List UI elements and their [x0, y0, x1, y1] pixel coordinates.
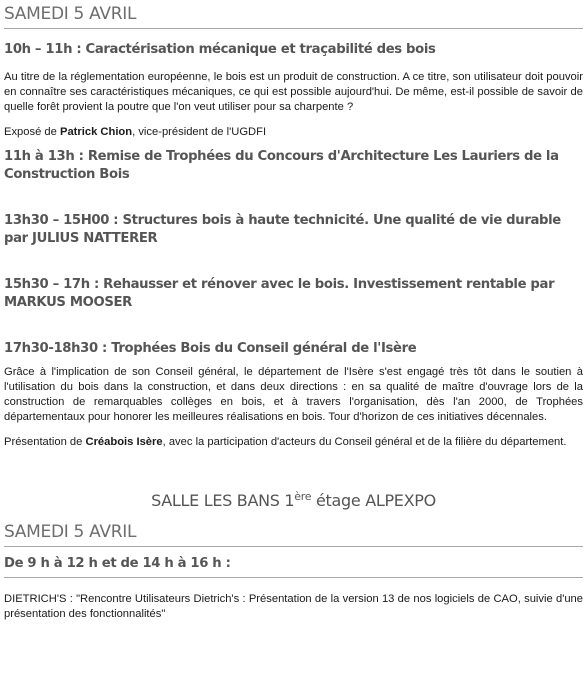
- session-description-isere: Grâce à l'implication de son Conseil général, le département de l'Isère s'est engagé très tôt dans le soutien à l'utilisation du bois dans la construction, et dans deux directions : en sa qualité de maître d'ouvrage lors de la construction de remarquables collèges en bois, et à travers l'organisation, dès l'an 2000, de Trophées départementaux pour honorer les meilleures réalisations en bois. Tour d'horizon de ces initiatives décennales.: [4, 366, 583, 423]
- dietrichs-description: DIETRICH'S : "Rencontre Utilisateurs Dietrich's : Présentation de la version 13 de nos logiciels de CAO, suivie d'une présentation des fonctionnalités": [4, 593, 583, 620]
- day-header: SAMEDI 5 AVRIL: [4, 0, 583, 29]
- time-slot-header: De 9 h à 12 h et de 14 h à 16 h :: [4, 555, 583, 578]
- hall-title-floor: étage ALPEXPO: [311, 491, 436, 510]
- speaker-suffix: , vice-président de l'UGDFI: [132, 126, 267, 138]
- session-title-mechanical: 10h – 11h : Caractérisation mécanique et traçabilité des bois: [4, 42, 436, 57]
- hall-title: [4, 486, 583, 512]
- program-page: [4, 0, 583, 622]
- day-header-2: SAMEDI 5 AVRIL: [4, 518, 583, 547]
- session-title-mooser: 15h30 – 17h : Rehausser et rénover avec le bois. Investissement rentable par MARKUS MOOSER: [4, 277, 555, 310]
- session-title-natterer: 13h30 – 15H00 : Structures bois à haute technicité. Une qualité de vie durable par JULIUS NATTERER: [4, 213, 561, 246]
- presentation-prefix: Présentation de: [4, 436, 86, 448]
- session-title-trophies: 11h à 13h : Remise de Trophées du Concours d'Architecture Les Lauriers de la Construction Bois: [4, 149, 559, 182]
- speaker-line: [4, 125, 583, 140]
- session-title-isere: 17h30-18h30 : Trophées Bois du Conseil général de l'Isère: [4, 341, 417, 356]
- speaker-prefix: Exposé de: [4, 126, 60, 138]
- presentation-suffix: , avec la participation d'acteurs du Conseil général et de la filière du département.: [162, 436, 567, 448]
- presentation-name: Créabois Isère: [85, 436, 163, 448]
- session-description-mechanical: Au titre de la réglementation européenne, le bois est un produit de construction. A ce titre, son utilisateur doit pouvoir en connaître ses caractéristiques mécaniques, ce qui est possible aujourd'hui. De même, est-il possible de savoir de quelle forêt provient la poutre que l'on veut utiliser pour sa charpente ?: [4, 71, 583, 113]
- presentation-line: [4, 435, 583, 450]
- speaker-name: Patrick Chion: [59, 126, 133, 138]
- hall-title-main: SALLE LES BANS 1: [151, 491, 295, 510]
- hall-title-ordinal: ère: [294, 490, 312, 503]
